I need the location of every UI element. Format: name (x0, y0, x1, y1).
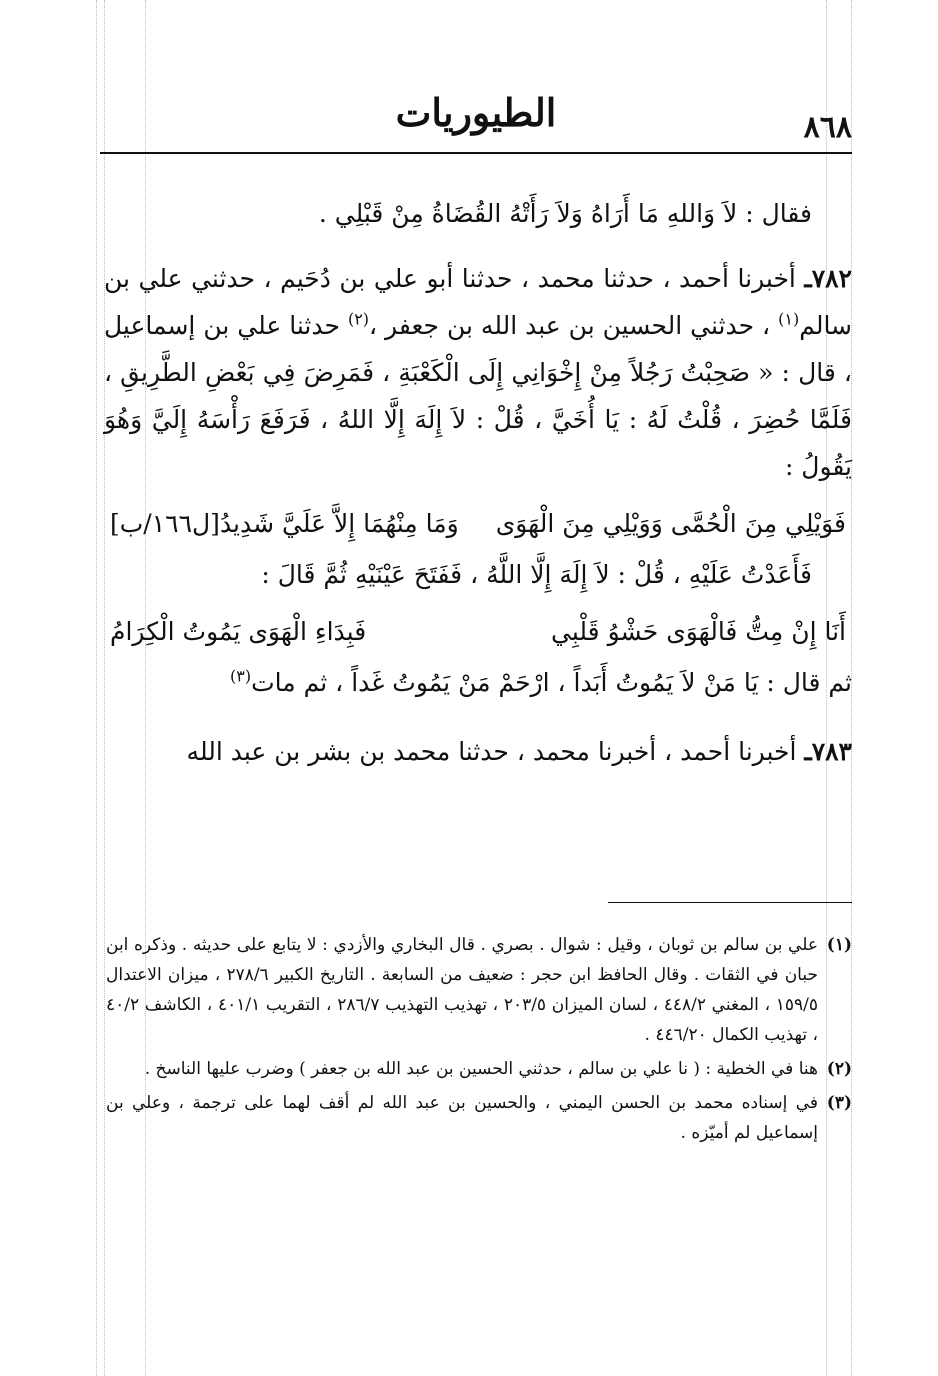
verse-line (104, 500, 852, 547)
footnote-text: هنا في الخطية : ( نا علي بن سالم ، حدثني الحسين بن عبد الله بن جعفر ) وضرب عليها الناسخ . (144, 1059, 818, 1079)
continuation-line: فقال : لاَ وَاللهِ مَا أَرَاهُ وَلاَ رَأَتْهُ القُضَاةُ مِنْ قَبْلِي . (318, 199, 812, 228)
verse-second-half: وَمَا مِنْهُمَا إِلاَّ عَلَيَّ شَدِيدُ (219, 509, 459, 538)
footnote (106, 1054, 852, 1084)
verse-second-half: فَبِدَاءِ الْهَوَى يَمُوتُ الْكِرَامُ (110, 617, 367, 646)
verse-first-half: فَوَيْلِي مِنَ الْحُمَّى وَوَيْلِي مِنَ الْهَوَى (495, 509, 846, 538)
paragraph-text: أخبرنا أحمد ، أخبرنا محمد ، حدثنا محمد بن بشر بن عبد الله (186, 737, 797, 766)
footnote (106, 1088, 852, 1148)
footnote-marker: (٢) (347, 309, 370, 329)
page-header (100, 86, 852, 158)
folio-marker: [ل١٦٦/ب] (110, 509, 220, 538)
footnote-rule (608, 902, 852, 903)
narration-line (104, 659, 852, 706)
book-title: الطيوريات (395, 90, 557, 135)
footnote-text: في إسناده محمد بن الحسن اليمني ، والحسين بن عبد الله لم أقف لهما على ترجمة ، وعلي بن إسماعيل لم أميّزه . (106, 1093, 818, 1143)
footnote-number: (٢) (826, 1059, 852, 1079)
main-text (104, 190, 852, 775)
footnote-marker: (١) (778, 309, 800, 329)
paragraph-number: ٧٨٢ـ (804, 264, 852, 293)
scan-guide-line (96, 0, 97, 1376)
footnote-marker: (٣) (230, 666, 252, 686)
footnote (106, 930, 852, 1050)
paragraph-number: ٧٨٣ـ (804, 737, 852, 766)
footnotes (106, 930, 852, 1152)
page-number: ٨٦٨ (803, 110, 852, 145)
footnote-text: علي بن سالم بن ثوبان ، وقيل : شوال . بصري . قال البخاري والأزدي : لا يتابع على حديثه . وذكره ابن حبان في الثقات . وقال الحافظ ابن حجر : ضعيف من السابعة . التاريخ الكبير ٢٧٨/٦ ، ميزان الاعتدال ١٥٩/٥ ، المغني ٤٤٨/٢ ، لسان الميزان ٢٠٣/٥ ، تهذيب التهذيب ٢٨٦/٧ ، التقريب ٤٠١/١ ، الكاشف ٤٠/٢ ، تهذيب الكمال ٤٤٦/٢٠ . (106, 935, 819, 1045)
narration-line: فَأَعَدْتُ عَلَيْهِ ، قُلْ : لاَ إِلَهَ إِلَّا اللَّهُ ، فَفَتَحَ عَيْنَيْهِ ثُمَّ قَالَ : (261, 560, 812, 589)
paragraph-783 (104, 728, 852, 775)
paragraph-782 (104, 255, 852, 490)
paragraph-text: حدثنا علي بن إسماعيل ، قال : « صَحِبْتُ رَجُلاً مِنْ إِخْوَانِي إِلَى الْكَعْبَةِ ، فَمَرِضَ فِي بَعْضِ الطَّرِيقِ ، فَلَمَّا حُضِرَ ، قُلْتُ لَهُ : يَا أُخَيَّ ، قُلْ : لاَ إِلَهَ إِلَّا اللهُ ، فَرَفَعَ رَأْسَهُ إِلَيَّ وَهُوَ يَقُولُ : (104, 311, 852, 481)
footnote-number: (١) (826, 935, 852, 955)
paragraph-text: أخبرنا أحمد ، حدثنا محمد ، حدثنا أبو علي بن دُحَيم ، حدثني علي بن سالم (104, 264, 853, 340)
verse-first-half: أَنَا إِنْ مِتُّ فَالْهَوَى حَشْوُ قَلْبِي (551, 617, 846, 646)
paragraph-text: ، حدثني الحسين بن عبد الله بن جعفر ، (369, 311, 771, 340)
footnote-number: (٣) (826, 1093, 852, 1113)
header-rule (100, 152, 852, 154)
narration-text: ثم قال : يَا مَنْ لاَ يَمُوتُ أَبَداً ، ارْحَمْ مَنْ يَمُوتُ غَداً ، ثم مات (251, 668, 852, 697)
verse-line (104, 608, 852, 655)
